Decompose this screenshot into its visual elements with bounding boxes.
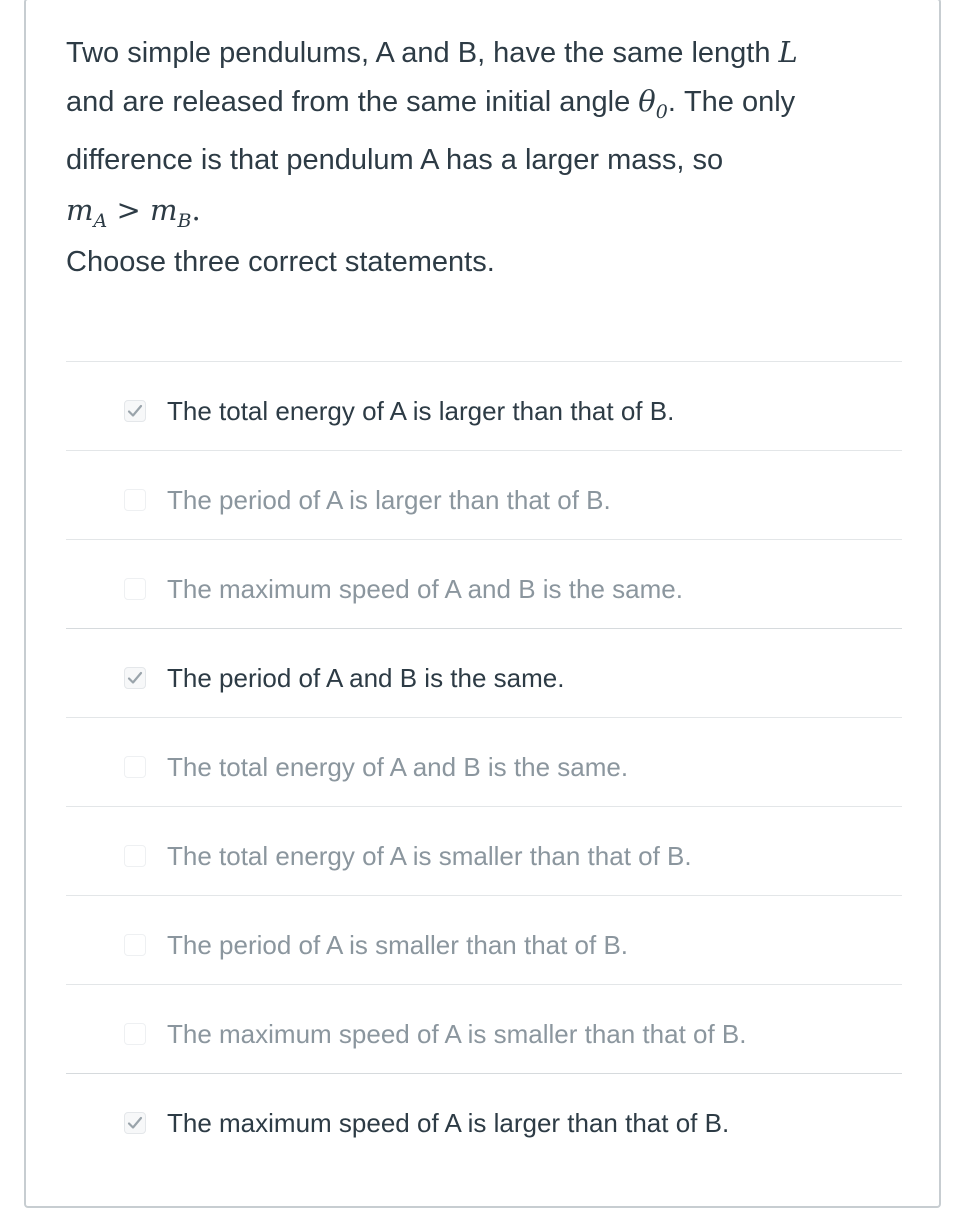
question-line-2: and are released from the same initial angle $\theta_0$. The only — [66, 84, 796, 123]
answer-option[interactable] — [66, 628, 902, 717]
checkbox[interactable] — [124, 667, 146, 689]
checkmark-icon — [127, 670, 143, 686]
length-symbol: L — [778, 35, 798, 69]
answer-label: The total energy of A and B is the same. — [167, 752, 629, 782]
checkbox[interactable] — [124, 1112, 146, 1134]
checkbox[interactable] — [124, 845, 146, 867]
answer-label: The total energy of A is larger than that of B. — [167, 396, 675, 426]
answer-option[interactable] — [66, 895, 902, 984]
question-text — [66, 28, 886, 245]
question-line-1: Two simple pendulums, A and B, have the same length L — [66, 35, 798, 69]
answer-option[interactable] — [66, 361, 902, 450]
checkbox[interactable] — [124, 934, 146, 956]
checkmark-icon — [127, 403, 143, 419]
answer-label: The period of A and B is the same. — [167, 663, 565, 693]
checkbox[interactable] — [124, 1023, 146, 1045]
checkbox[interactable] — [124, 400, 146, 422]
answer-label: The maximum speed of A and B is the same. — [167, 574, 683, 604]
answer-option[interactable] — [66, 984, 902, 1073]
answer-label: The period of A is larger than that of B. — [167, 485, 611, 515]
checkbox[interactable] — [124, 578, 146, 600]
answer-label: The period of A is smaller than that of B. — [167, 930, 629, 960]
theta-symbol: $\theta_0$ — [638, 84, 668, 123]
answer-label: The maximum speed of A is larger than that of B. — [167, 1108, 730, 1138]
answer-label: The maximum speed of A is smaller than that of B. — [167, 1019, 747, 1049]
checkbox[interactable] — [124, 756, 146, 778]
checkmark-icon — [127, 1115, 143, 1131]
answer-options — [66, 361, 902, 1162]
checkbox[interactable] — [124, 489, 146, 511]
answer-option[interactable] — [66, 450, 902, 539]
answer-option[interactable] — [66, 539, 902, 628]
question-line-3: difference is that pendulum A has a larger mass, so — [66, 143, 724, 176]
answer-option[interactable] — [66, 717, 902, 806]
answer-option[interactable] — [66, 806, 902, 895]
answer-label: The total energy of A is smaller than that of B. — [167, 841, 692, 871]
mass-inequality: $m_A > m_B$. — [66, 192, 201, 232]
instruction-text: Choose three correct statements. — [66, 246, 495, 278]
answer-option[interactable] — [66, 1073, 902, 1162]
